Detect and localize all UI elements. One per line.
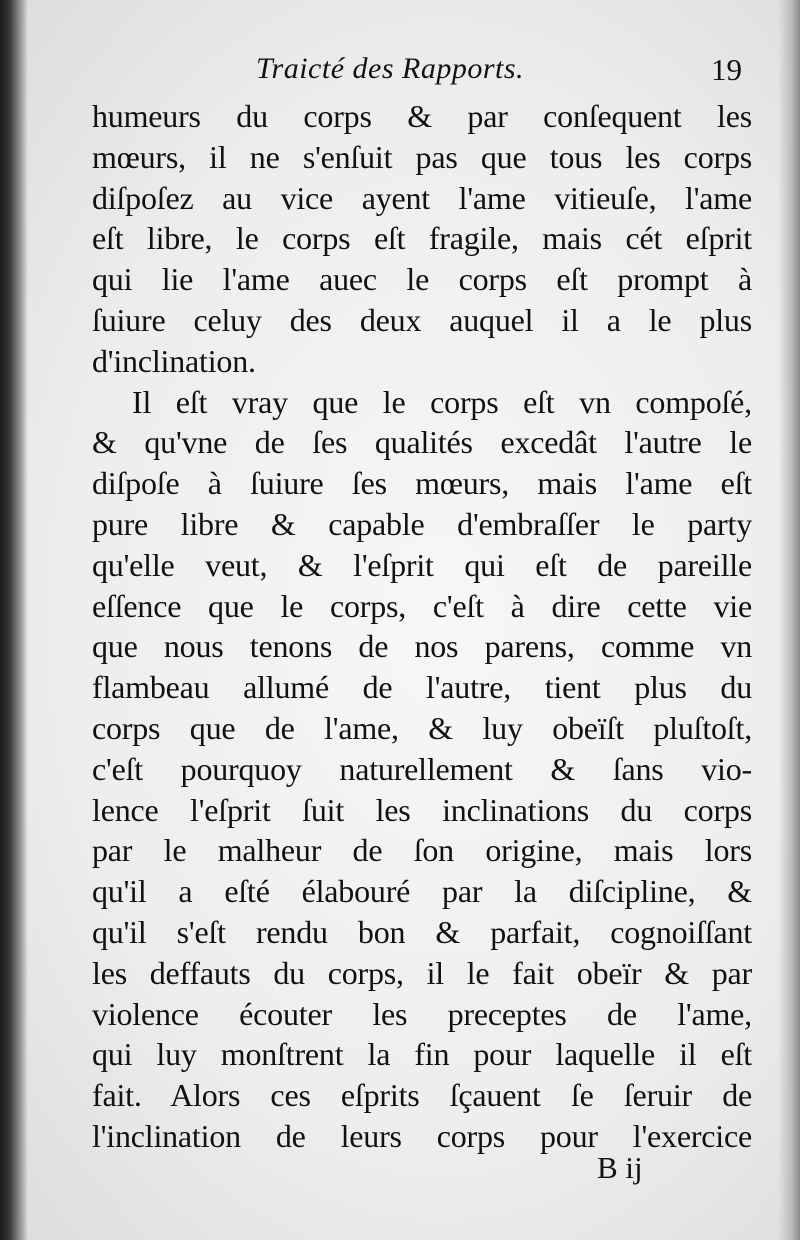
text-line: corps que de l'ame, & luy obeïſt pluſtoſt, (92, 709, 752, 746)
signature-mark: B ij (597, 1150, 643, 1185)
page-header (96, 52, 746, 96)
text-line: d'inclination. (92, 342, 256, 379)
text-line: diſpoſez au vice ayent l'ame vitieuſe, l'ame (92, 179, 752, 216)
text-line: qui luy monſtrent la fin pour laquelle il eſt (92, 1036, 752, 1073)
text-line: par le malheur de ſon origine, mais lors (92, 832, 752, 869)
running-title: Traicté des Rapports. (256, 52, 525, 85)
text-line: violence écouter les preceptes de l'ame, (92, 995, 752, 1032)
binding-shadow (0, 0, 28, 1240)
text-line: qu'il s'eſt rendu bon & parfait, cognoiſſant (92, 913, 752, 950)
page-number: 19 (711, 52, 742, 87)
text-line: que nous tenons de nos parens, comme vn (92, 628, 752, 665)
text-line: Il eſt vray que le corps eſt vn compoſé, (132, 383, 752, 420)
text-line: fait. Alors ces eſprits ſçauent ſe ſeruir de (92, 1077, 752, 1114)
text-line: mœurs, il ne s'enſuit pas que tous les corps (92, 138, 752, 175)
text-line: qu'elle veut, & l'eſprit qui eſt de pareille (92, 546, 752, 583)
text-line: lence l'eſprit ſuit les inclinations du corps (92, 791, 752, 828)
text-line: humeurs du corps & par conſequent les (92, 98, 752, 134)
body-text (92, 96, 752, 1157)
text-line: eſſence que le corps, c'eſt à dire cette vie (92, 587, 752, 624)
text-line: ſuiure celuy des deux auquel il a le plus (92, 301, 752, 338)
text-line: qui lie l'ame auec le corps eſt prompt à (92, 261, 752, 298)
text-line: l'inclination de leurs corps pour l'exercice (92, 1117, 752, 1154)
text-line: qu'il a eſté élabouré par la diſcipline, & (92, 873, 752, 910)
text-line: les deffauts du corps, il le fait obeïr & par (92, 954, 752, 991)
page-footer (92, 1150, 752, 1194)
page-edge-shadow (778, 0, 800, 1240)
text-line: flambeau allumé de l'autre, tient plus du (92, 669, 752, 706)
text-line: pure libre & capable d'embraſſer le party (92, 505, 752, 542)
text-line: eſt libre, le corps eſt fragile, mais cét eſprit (92, 220, 752, 257)
text-line: diſpoſe à ſuiure ſes mœurs, mais l'ame eſt (92, 465, 752, 502)
text-line: c'eſt pourquoy naturellement & ſans vio- (92, 750, 752, 787)
text-line: & qu'vne de ſes qualités excedât l'autre le (92, 424, 752, 461)
